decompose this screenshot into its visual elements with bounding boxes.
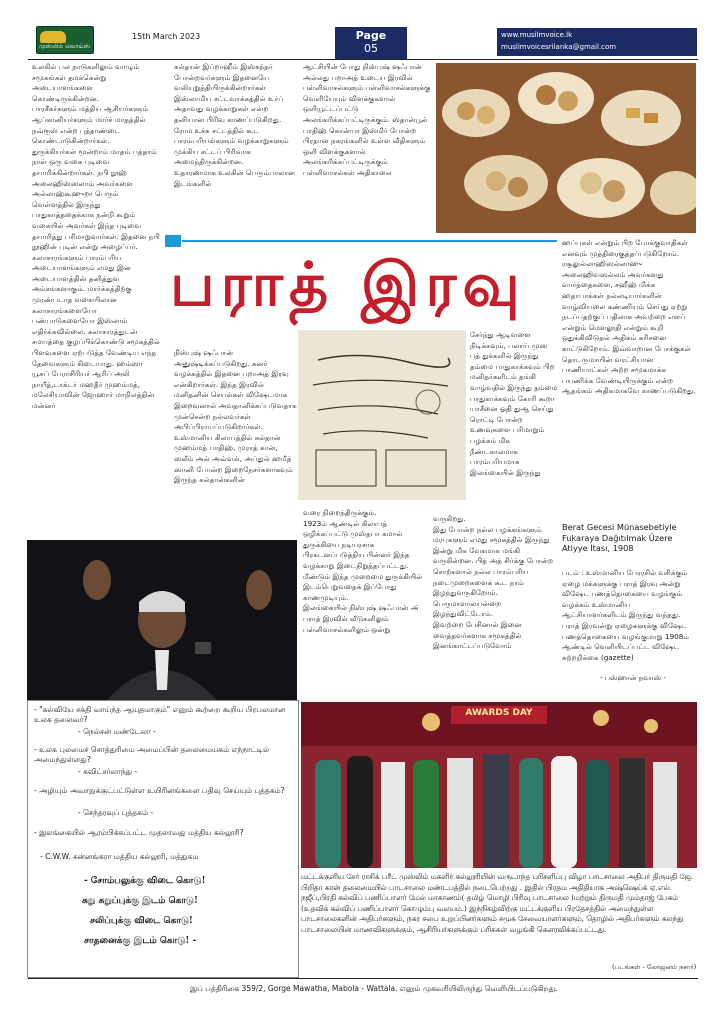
slogan-line-1: - சோம்பலுக்கு விடை கொடு!	[84, 876, 206, 886]
quiz-question-2: - உலக புலமைச் சொத்துரிமை அமைப்பின் தலைமையகம் எந்நாட்டில் அமைந்துள்ளது?	[34, 745, 270, 764]
awards-day-photo	[301, 702, 697, 868]
footer-divider	[28, 978, 698, 979]
article-column-3: ஆட்சியின் போது நிஸ்புஷ் ஷஃபான் அல்லது பறாஅத் உடைய இரவில் பள்ளிவாசல்களும் பள்ளிவாசல்களுக்கு வெளியேயும் விளக்குகளால் ஒளியூட்டப்பட்டு அலங்கரிக்கப்பட்டிருக்கும். ஸ்தான்பூல் பாதிஹ் கொன்யா இஸ்மிர் போன்ற பிரதான நகரங்களில் உள்ள வீதிகளும் ஒளி விளக்குகளால் அலங்கரிக்கப்பட்டிருக்கும் பள்ளிவாசல்கள் அதிகாலை	[303, 62, 431, 177]
logo-text: முஸ்லிம் வொய்ஸ்	[39, 43, 91, 50]
sweets-photo	[436, 63, 696, 233]
contact-box	[497, 28, 697, 56]
article-column-2: சுல்தான் இப்றாஹீம் இஸ்கந்தர் போன்றவர்களும் இதனையே வலியுறுத்தியிருக்கின்றார்கள் இஸ்லாமிய சட்டவாக்கத்தில் உர்ப் அதாவது வழக்காறுகள் என்ற தனியான பிரிவு காணப்படுகிறது. ரோம உச்சு சட்டத்தில் கூட பாரம்பரியங்களும் வழக்காறுகளும் முக்கிய சட்டப் பிரிவாக அமைந்திருக்கின்றன. உதாரணமாக உலகின் பெரும்பாலான இடங்களில்	[174, 62, 296, 188]
article-column-mid-3: சேர்ந்து ஆடிவளை நிடிக்கவும், பலாய் முஸ பத் துக்களில் இருந்து தம்மை பாதுகாக்கவும் பிற மனிதர்களிடம் தங்கி வாழ்வதில் இருந்து தம்மை பாதுகாக்கவும் கோரி கூறா யாசீனை ஓதி துஆ செய்து ரொட்டி போன்ற உணவுகளை பரிமாறும் பழக்கம் மிக நீண்டகாலமாக பாரம்பரியமாக இலங்கையில் இருந்து	[470, 330, 558, 477]
slogan-line-2: சுறு சுறுப்புக்கு இடம் கொடு!	[82, 896, 198, 906]
article-column-mid-2: நிஸ்புஷ் ஷஃபான் அனுஷ்டிக்கப்படுகிறது. சுனர் வழக்கத்தில் இதனை பறாஅத் இரவு என்கிறார்கள். இந்த இரவில் மனிதனின் செயல்கள் விஷேடமாக இறைவனால் அவதானிக்கப்படுவதாக முன்சென்ற நல்லவர்கள் அபிப்பிராயப்படுகிறார்கள். உஸ்மானிய கிலாபத்தில் சுல்தான் முஹம்மத் பாதிஹ், முராத் கான், ஸலீம் அல் அவ்வல், அப்துல் ஹமீத் ஸானி போன்ற இறைநேசர்களாகவும் இருந்த சுல்தான்களின்	[174, 348, 297, 485]
gazette-caption: படம் : உஸ்மானிய பேரரசில் வசிக்கும் ஏழை மக்களுக்கு பராத் இரவு அன்று விஷேட பணத்தொகையை வழங்கும் வழக்கம் உஸ்மானிய ஆட்சியாளர்களிடம் இருந்து வந்தது. பராத் இரவன்று ஏழைகளுக்கு விஷேட பணத்தொகையை வழங்குமாறு 1908ம் ஆண்டில் வெளியிடப்பட்ட விஷேட சுற்றறிக்கை (gazette)	[562, 568, 690, 662]
quiz-answer-4: - C.W.W. கன்னங்கரா மத்திய கல்லூரி, மத்துகம	[40, 852, 199, 861]
slogan-line-4: சாதனைக்கு இடம் கொடு! -	[84, 936, 197, 946]
publisher-address: இப் பத்திரிகை 359/2, Gorge Mawatha, Mabola - Wattala. எனும் முகவரியிலிருந்து வெளியிடப்படுகிறது.	[190, 984, 558, 993]
awards-caption: மட்டக்குளிய சேர் ராசிக் பரீட் முஸ்லிம் மகளிர் கல்லூரியின் வருடாந்த பரிசளிப்பு விழா பாடசாலை அதிபர் திருமதி ஜே. பிறிதா கான் தலைமையில் பாடசாலை மண்டபத்தில் நடைபெற்றது . இதில் பிரதம அதிதியாக அஷ்ஷெய்க் ஏ.எல். நஜீப்,பிரதி கல்விப் பணிப்பாளர் மேல் மாகாணம்( தமிழ் மொழி பிரிவு பாடசாலை )மற்றும் திருமதி மும்தாஜ் பேகம் (உதவிக் கல்விப் பணிப்பாளர் கொழும்பு வலயம்.) இந்நிகழ்விற்கு மட்டக்குளிய பிரதேசத்தில் அமைந்துள்ள பாடசாலைகளின் அதிபர்களும், நகர சபை உறுப்பினர்களும் சமூக சேவையாளர்களும், தொழில் அதிபர்களும் கலந்து பாடசாலையின் மாணவிகளுக்கும், ஆசிரியர்களுக்கும் பரிசுகள் வழங்கி கௌரவிக்கப்பட்டது.	[301, 872, 694, 934]
speaker-photo-art	[27, 540, 297, 700]
page-number-box	[335, 27, 407, 59]
awards-photo-art	[301, 702, 697, 868]
plate-shape	[557, 158, 645, 218]
plate-shape	[518, 72, 594, 124]
quiz-answer-3: - செந்தரவுப் புத்தகம் -	[78, 808, 154, 817]
gazette-document-image	[298, 330, 466, 500]
page-number: 05	[364, 42, 378, 55]
article-author: - பஸ்ஹான் நவாஸ் -	[600, 674, 666, 682]
plate-shape	[601, 90, 681, 146]
title-accent-square	[165, 235, 181, 247]
mandela-photo	[27, 540, 297, 700]
website-link[interactable]: www.musilmvoice.lk	[501, 31, 573, 39]
article-column-lower-right: வருகிறது. இது போன்ற நல்ல பழக்கங்களும் மரபுகளும் எமது சமூகத்தில் இருந்து இன்று மிக வேகமாக மங்கி வருகின்றன. பித் அத் சிர்க்கு போன்ற சொற்களால் நல்ல பாரம்பரிய நடைமுறைகளைக் கூட நாம் இழந்துவருகிறோம். பெருமாளாலயன்றை இழந்துவிட்டோம். இவற்றை பேசினால் இனை வைத்தவர்களாக சமூகத்தில் இனங்காட்டப்படுவோம்	[433, 514, 553, 651]
quiz-answer-2: - சுவிட்சர்லாந்து -	[78, 767, 138, 776]
article-column-1: உலகில் பல நாடுகளிலும் வாழும் சமூகங்கள் தமக்கென்று அடையாளங்களை கொண்டிருக்கின்றன. பாரசீகர்களும் மத்திய ஆசியர்களும் ஆப்கானியர்களும் மார்ச் மாதத்தில் நவ்ரூஸ் என்ற புத்தாண்டை கொண்டாடுகின்றார்கள். துருக்கியர்கள் மூன்றாம் மாதம் பத்தாம் நாள் ஒரு வகை புடிவை தயாரிக்கின்றார்கள். நபி நூஹ் அலைஹிஸ்ஸலாம் அவர்களை அல்லாஹ்கூஹுறா பெரும் வெள்ளத்தில் இருந்து பாதுகாத்ததைக்காக நன்றி கூறும் வகையில் அவர்கள் இந்த புடிவை தயாரித்து பரிமாறுவார்கள். இதனை நபி நூஹின் புடின் என்று அழைப்பர். கலாசாரங்களும் பாரம்பரிய அடையாளங்களும் எமது இன அடையாளத்தின் தனித்துவ அம்சங்களாகும். மார்க்கத்திற்கு முரண்படாத வகையிலான கலாசாரங்களையோ பண்பாடுகளையோ இஸ்லாம் எதிர்க்கவில்லை. கலாசாரத்துடன் சமயத்தை குழப்பிக்கொண்டு சமூகத்தில் பிளவுகளை ஏற்படுத்த வேண்டிய எந்த தேவைகளும் கிடையாது. ஹம்ஸா யூசுப் பேராசிரியர் ஆரிப் அலி நாயீத்,டாக்டர் மஹதீர் முஹம்மத், மலேசியாவின் ஜோஹார் மாநிலத்தின் மன்னர்	[32, 62, 160, 410]
quiz-question-3: - அழியும் அவாநுக்குட்பட்டுள்ள உயிரினங்களை பதிவு செய்யும் புத்தகம்?	[34, 786, 285, 795]
email-link[interactable]: muslimvoicesrilanka@gmail.com	[501, 43, 617, 51]
title-accent-line	[182, 240, 557, 242]
sweets-photo-art	[436, 63, 696, 233]
mosque-icon	[40, 31, 66, 43]
quiz-question-4: - இலங்கையில் ஆரம்பிக்கப்பட்ட முதலாவது மத்திய கல்லூரி?	[34, 828, 244, 837]
gazette-document-art	[298, 330, 466, 500]
quiz-question-1: - "கல்வியே சக்தி வாய்ந்த ஆயுதமாகும்" எனும் கூற்றை கூறிய பிரபலமான உலக தலைவர்?	[34, 705, 286, 724]
masthead-logo	[36, 26, 94, 54]
photo-credit: (படங்கள் - லோஜனம் நசார்)	[612, 963, 697, 971]
article-column-right: ஹப்புகள் என்றும் பிற போக்குவாதிகள் எனவும் முத்திரைகுத்தப்படுகிறோம். ரசூலுல்லாஹிஸல்லாஹு அலைஹிவஸல்லம் அவர்களது வார்த்தைகளை, சஹீஹ் மிக்க ஹதாபாக்கள் நல்லடியார்களின் வாழ்வியலை கண்ணியம் செய்து ஏற்று நடப்பதற்குப் பதிலாக அவற்றை எளப் என்றும் மௌலூதி என்றும் கூறி ஒதுக்கிவிடுதல் அதிகம் கரிசனை காட்டுகிறோம். இவ்வாறான போக்குகள் தொடருமாயின் வரட்சியான பாணியாட்கள் அற்ற சமூகமாக்க பயணிக்க வேண்டியிருக்கும் என்ற ஆதங்கம் அதிகமாகவே காணப்படுகிறது.	[562, 238, 696, 396]
plate-shape	[442, 89, 510, 137]
article-column-lower-mid: வரை நிறைந்திருக்கும். 1923ம் ஆண்டில் கிலாபத் ஒழிக்கப்பட்டு முஸ்தபா கமால் துருக்கியை நடியரசாக பிரகடனப்படுத்திய பின்னர் இந்த வழக்காறு இடைநிறுத்தப்பட்டது. மீண்டும் இந்த முறைமை துருக்கியில் இடம்பெறுவதைக் இப்போது காணமுடியும். இலங்கையில் நிஸ்புஷ் ஷஃபான் அ் பராத் இரவில் வீடுகளிலும் பள்ளிவாசல்களிலும் ஒன்று	[303, 508, 423, 634]
quiz-answer-1: - நெல்சன் மண்டேலா -	[78, 727, 156, 736]
plate-shape	[464, 155, 548, 211]
issue-date: 15th March 2023	[132, 32, 201, 41]
awards-banner-text: AWARDS DAY	[465, 708, 533, 718]
masthead-divider	[28, 59, 698, 60]
slogan-line-3: சலிப்புக்கு விடை கொடு!	[90, 916, 193, 926]
article-title: பராத் இரவு	[170, 250, 526, 320]
page-label: Page	[355, 29, 387, 42]
gazette-title: Berat Gecesi Münasebetiyle Fukaraya Dağıtılmak Üzere Atiyye İtası, 1908	[562, 522, 677, 553]
